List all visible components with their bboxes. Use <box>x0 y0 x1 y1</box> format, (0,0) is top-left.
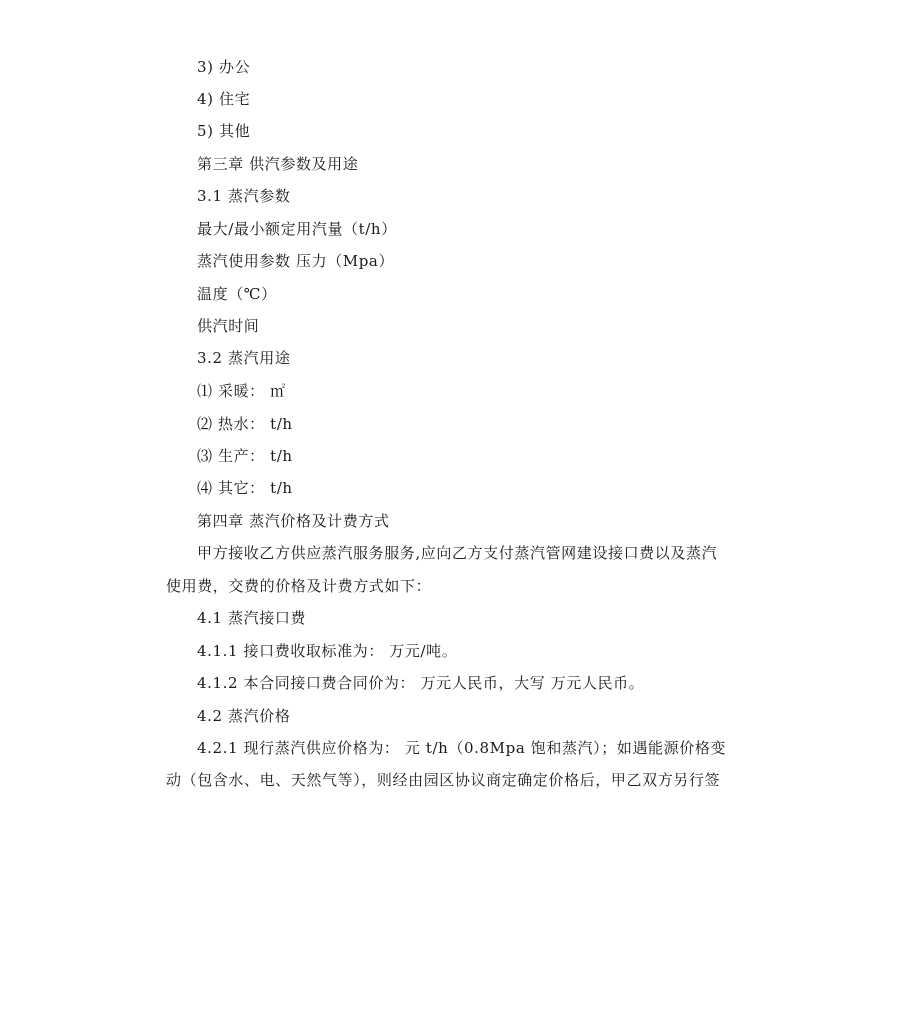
use-hot-water: ⑵ 热水： t/h <box>197 415 293 433</box>
section-4-1-heading: 4.1 蒸汽接口费 <box>197 609 307 627</box>
use-production: ⑶ 生产： t/h <box>197 447 293 465</box>
paragraph-fees-line-2: 使用费，交费的价格及计费方式如下： <box>166 577 432 595</box>
clause-4-1-2: 4.1.2 本合同接口费合同价为： 万元人民币，大写 万元人民币。 <box>197 674 645 692</box>
max-min-steam-rate: 最大/最小额定用汽量（t/h） <box>197 220 397 238</box>
section-3-2-heading: 3.2 蒸汽用途 <box>197 349 291 367</box>
use-heating: ⑴ 采暖： ㎡ <box>197 382 286 400</box>
chapter-four-heading: 第四章 蒸汽价格及计费方式 <box>197 512 390 530</box>
list-item-residential: 4) 住宅 <box>197 90 251 108</box>
clause-4-1-1: 4.1.1 接口费收取标准为： 万元/吨。 <box>197 642 458 660</box>
list-item-office: 3) 办公 <box>197 58 251 76</box>
clause-4-2-1-line-2: 动（包含水、电、天然气等），则经由园区协议商定确定价格后，甲乙双方另行签 <box>166 771 721 789</box>
section-4-2-heading: 4.2 蒸汽价格 <box>197 707 291 725</box>
paragraph-fees-line-1: 甲方接收乙方供应蒸汽服务服务,应向乙方支付蒸汽管网建设接口费以及蒸汽 <box>197 544 718 562</box>
section-3-1-heading: 3.1 蒸汽参数 <box>197 187 291 205</box>
chapter-three-heading: 第三章 供汽参数及用途 <box>197 155 359 173</box>
steam-pressure-param: 蒸汽使用参数 压力（Mpa） <box>197 252 395 270</box>
supply-time: 供汽时间 <box>197 317 260 335</box>
temperature-param: 温度（℃） <box>197 285 277 303</box>
clause-4-2-1-line-1: 4.2.1 现行蒸汽供应价格为： 元 t/h（0.8Mpa 饱和蒸汽）；如遇能源价格变 <box>197 739 727 757</box>
use-other: ⑷ 其它： t/h <box>197 479 293 497</box>
list-item-other: 5) 其他 <box>197 122 251 140</box>
